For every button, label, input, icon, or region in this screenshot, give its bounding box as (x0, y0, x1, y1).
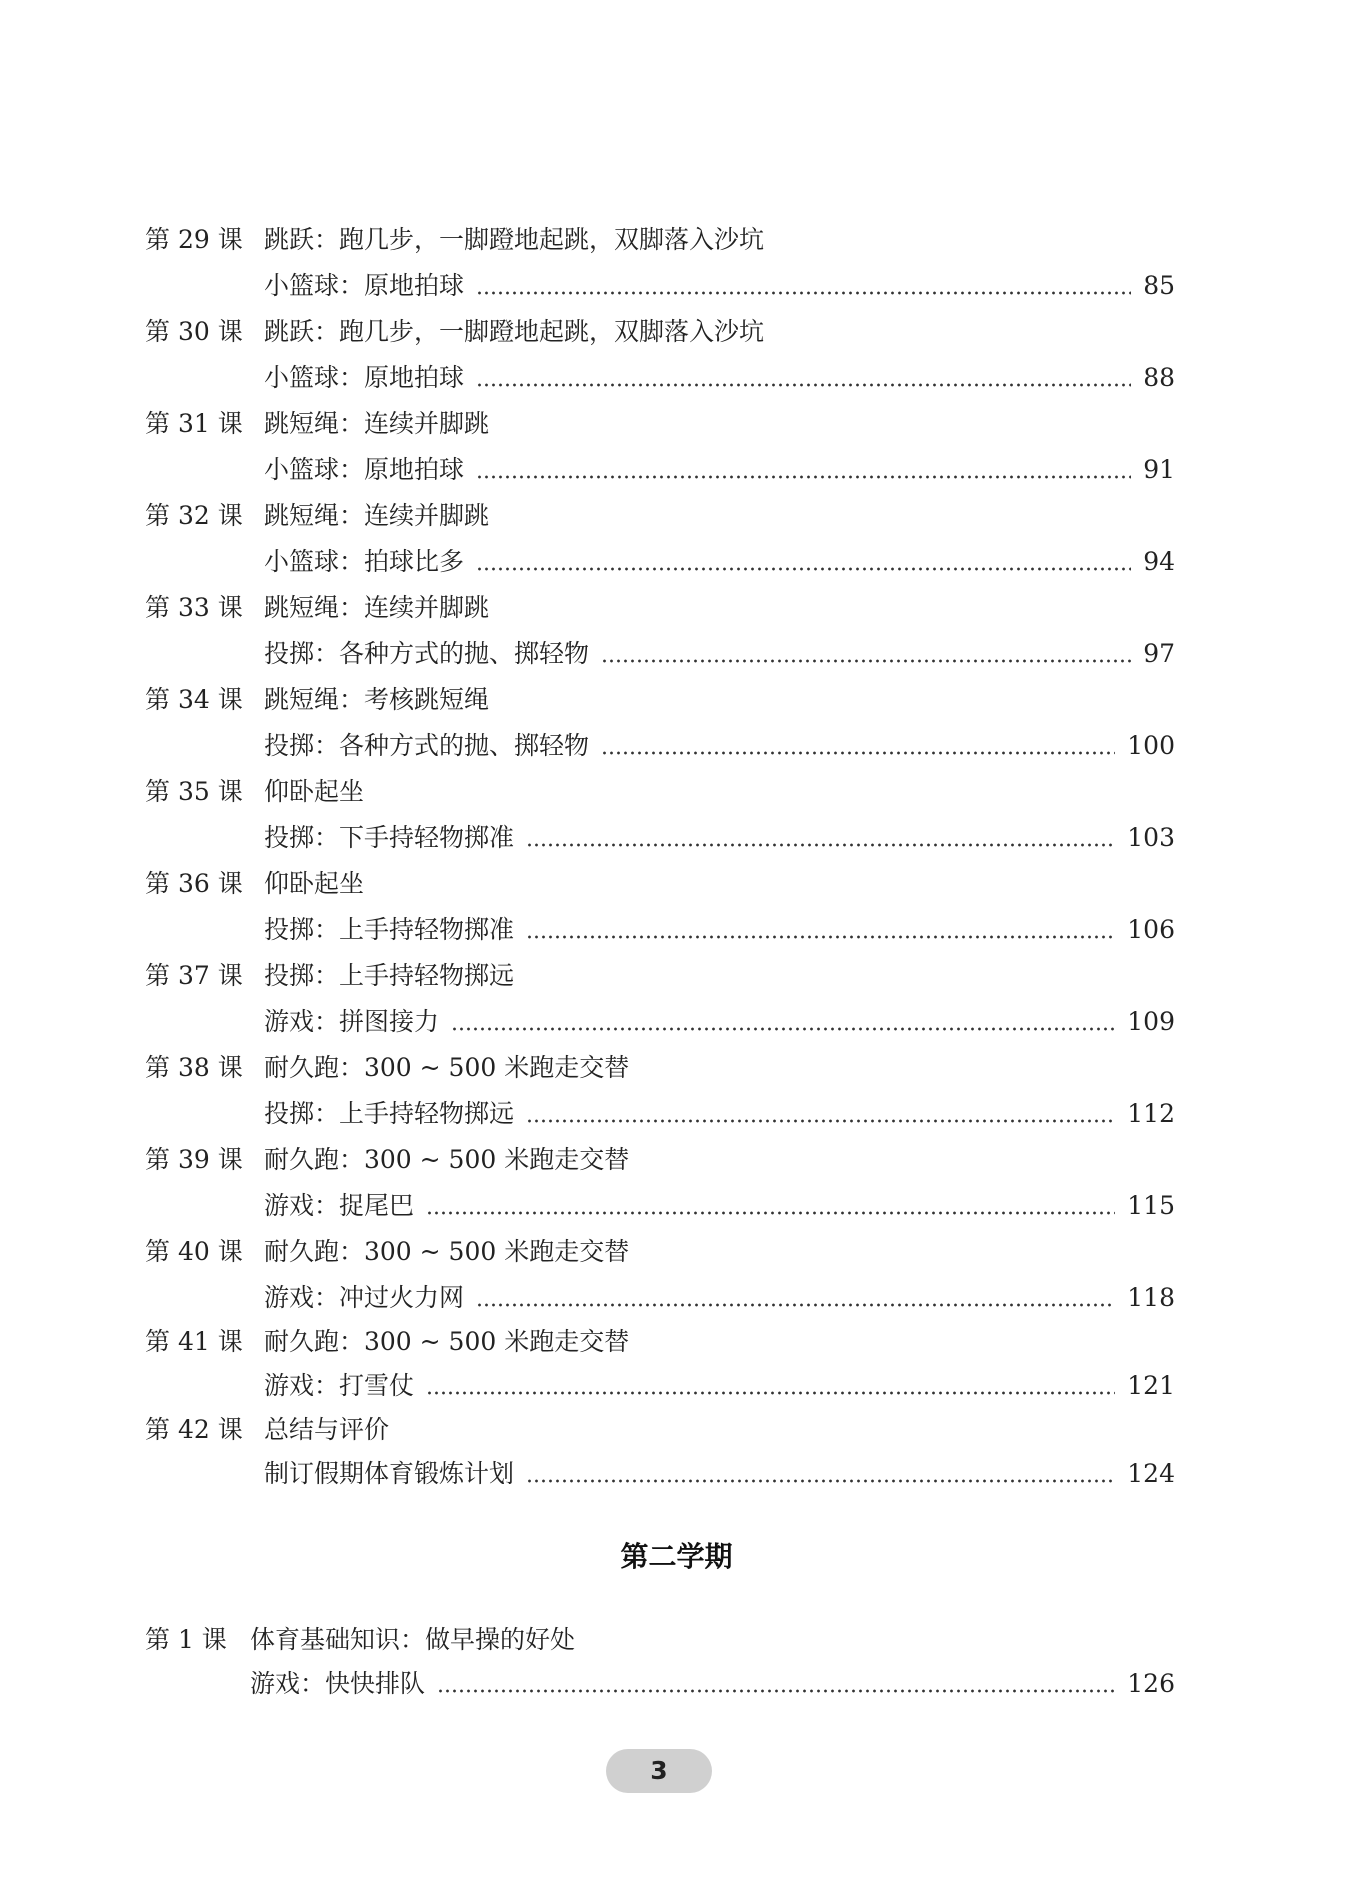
page-number: 100 (1127, 731, 1175, 760)
lesson-subtopic: 游戏：捉尾巴 (264, 1191, 415, 1220)
page-number: 126 (1127, 1669, 1175, 1698)
toc-sub-row (0, 726, 1353, 766)
page-number: 124 (1127, 1459, 1175, 1488)
lesson-number: 第 37 课 (145, 961, 243, 990)
lesson-topic: 跳短绳：连续并脚跳 (264, 409, 490, 438)
lesson-topic: 仰卧起坐 (264, 869, 365, 898)
dot-leader (437, 1664, 1115, 1704)
lesson-topic: 耐久跑：300 ~ 500 米跑走交替 (264, 1053, 630, 1082)
page-number: 106 (1127, 915, 1175, 944)
lesson-topic: 总结与评价 (264, 1415, 390, 1444)
dot-leader (601, 634, 1131, 674)
lesson-topic: 耐久跑：300 ~ 500 米跑走交替 (264, 1145, 630, 1174)
lesson-subtopic: 游戏：快快排队 (250, 1669, 426, 1698)
lesson-subtopic: 投掷：上手持轻物掷远 (264, 1099, 515, 1128)
lesson-topic: 跳跃：跑几步，一脚蹬地起跳，双脚落入沙坑 (264, 317, 765, 346)
lesson-subtopic: 投掷：各种方式的抛、掷轻物 (264, 731, 590, 760)
lesson-subtopic: 游戏：打雪仗 (264, 1371, 415, 1400)
lesson-number: 第 31 课 (145, 409, 243, 438)
lesson-number: 第 33 课 (145, 593, 243, 622)
page-number: 88 (1143, 363, 1175, 392)
lesson-topic: 体育基础知识：做早操的好处 (250, 1625, 576, 1654)
toc-lesson-row (0, 588, 1353, 628)
page-number-badge: 3 (606, 1749, 712, 1793)
lesson-topic: 跳短绳：连续并脚跳 (264, 593, 490, 622)
lesson-subtopic: 游戏：拼图接力 (264, 1007, 440, 1036)
toc-lesson-row (0, 864, 1353, 904)
toc-sub-row (0, 266, 1353, 306)
toc-sub-row (0, 1186, 1353, 1226)
toc-lesson-row (0, 1322, 1353, 1362)
lesson-subtopic: 投掷：上手持轻物掷准 (264, 915, 515, 944)
toc-sub-row (0, 1454, 1353, 1494)
toc-sub-row (0, 1278, 1353, 1318)
toc-lesson-row (0, 312, 1353, 352)
toc-lesson-row (0, 1620, 1353, 1660)
section-heading: 第二学期 (620, 1540, 733, 1573)
page-number: 109 (1127, 1007, 1175, 1036)
lesson-topic: 仰卧起坐 (264, 777, 365, 806)
lesson-subtopic: 小篮球：原地拍球 (264, 363, 465, 392)
toc-lesson-row (0, 1232, 1353, 1272)
page-number: 85 (1143, 271, 1175, 300)
toc-sub-row (0, 450, 1353, 490)
lesson-subtopic: 游戏：冲过火力网 (264, 1283, 465, 1312)
lesson-number: 第 38 课 (145, 1053, 243, 1082)
page-number: 97 (1143, 639, 1175, 668)
lesson-number: 第 30 课 (145, 317, 243, 346)
dot-leader (451, 1002, 1115, 1042)
toc-lesson-row (0, 496, 1353, 536)
toc-lesson-row (0, 772, 1353, 812)
lesson-topic: 投掷：上手持轻物掷远 (264, 961, 515, 990)
dot-leader (426, 1366, 1115, 1406)
toc-sub-row (0, 542, 1353, 582)
dot-leader (526, 1094, 1115, 1134)
page-number: 121 (1127, 1371, 1175, 1400)
page-number: 91 (1143, 455, 1175, 484)
toc-lesson-row (0, 404, 1353, 444)
toc-lesson-row (0, 1410, 1353, 1450)
lesson-number: 第 39 课 (145, 1145, 243, 1174)
dot-leader (426, 1186, 1115, 1226)
dot-leader (476, 266, 1131, 306)
lesson-number: 第 1 课 (145, 1625, 227, 1654)
page-number: 103 (1127, 823, 1175, 852)
toc-sub-row (0, 910, 1353, 950)
toc-sub-row (0, 358, 1353, 398)
lesson-number: 第 40 课 (145, 1237, 243, 1266)
dot-leader (526, 1454, 1115, 1494)
page-number: 112 (1127, 1099, 1175, 1128)
toc-lesson-row (0, 220, 1353, 260)
lesson-topic: 耐久跑：300 ~ 500 米跑走交替 (264, 1327, 630, 1356)
dot-leader (601, 726, 1115, 766)
toc-sub-row (0, 1664, 1353, 1704)
toc-lesson-row (0, 956, 1353, 996)
lesson-number: 第 35 课 (145, 777, 243, 806)
toc-lesson-row (0, 1048, 1353, 1088)
toc-lesson-row (0, 1140, 1353, 1180)
dot-leader (526, 818, 1115, 858)
page-number: 115 (1127, 1191, 1175, 1220)
dot-leader (476, 1278, 1115, 1318)
lesson-subtopic: 制订假期体育锻炼计划 (264, 1459, 515, 1488)
toc-lesson-row (0, 680, 1353, 720)
dot-leader (526, 910, 1115, 950)
lesson-number: 第 32 课 (145, 501, 243, 530)
toc-sub-row (0, 1366, 1353, 1406)
lesson-number: 第 29 课 (145, 225, 243, 254)
toc-sub-row (0, 818, 1353, 858)
lesson-topic: 跳短绳：连续并脚跳 (264, 501, 490, 530)
lesson-subtopic: 小篮球：原地拍球 (264, 455, 465, 484)
dot-leader (476, 450, 1131, 490)
toc-sub-row (0, 1002, 1353, 1042)
page-number: 94 (1143, 547, 1175, 576)
lesson-topic: 跳跃：跑几步，一脚蹬地起跳，双脚落入沙坑 (264, 225, 765, 254)
page-number: 118 (1127, 1283, 1175, 1312)
lesson-subtopic: 小篮球：原地拍球 (264, 271, 465, 300)
lesson-subtopic: 投掷：各种方式的抛、掷轻物 (264, 639, 590, 668)
lesson-number: 第 41 课 (145, 1327, 243, 1356)
lesson-subtopic: 投掷：下手持轻物掷准 (264, 823, 515, 852)
lesson-subtopic: 小篮球：拍球比多 (264, 547, 465, 576)
dot-leader (476, 358, 1131, 398)
toc-sub-row (0, 1094, 1353, 1134)
lesson-number: 第 42 课 (145, 1415, 243, 1444)
dot-leader (476, 542, 1131, 582)
lesson-number: 第 36 课 (145, 869, 243, 898)
lesson-topic: 耐久跑：300 ~ 500 米跑走交替 (264, 1237, 630, 1266)
lesson-topic: 跳短绳：考核跳短绳 (264, 685, 490, 714)
toc-sub-row (0, 634, 1353, 674)
lesson-number: 第 34 课 (145, 685, 243, 714)
